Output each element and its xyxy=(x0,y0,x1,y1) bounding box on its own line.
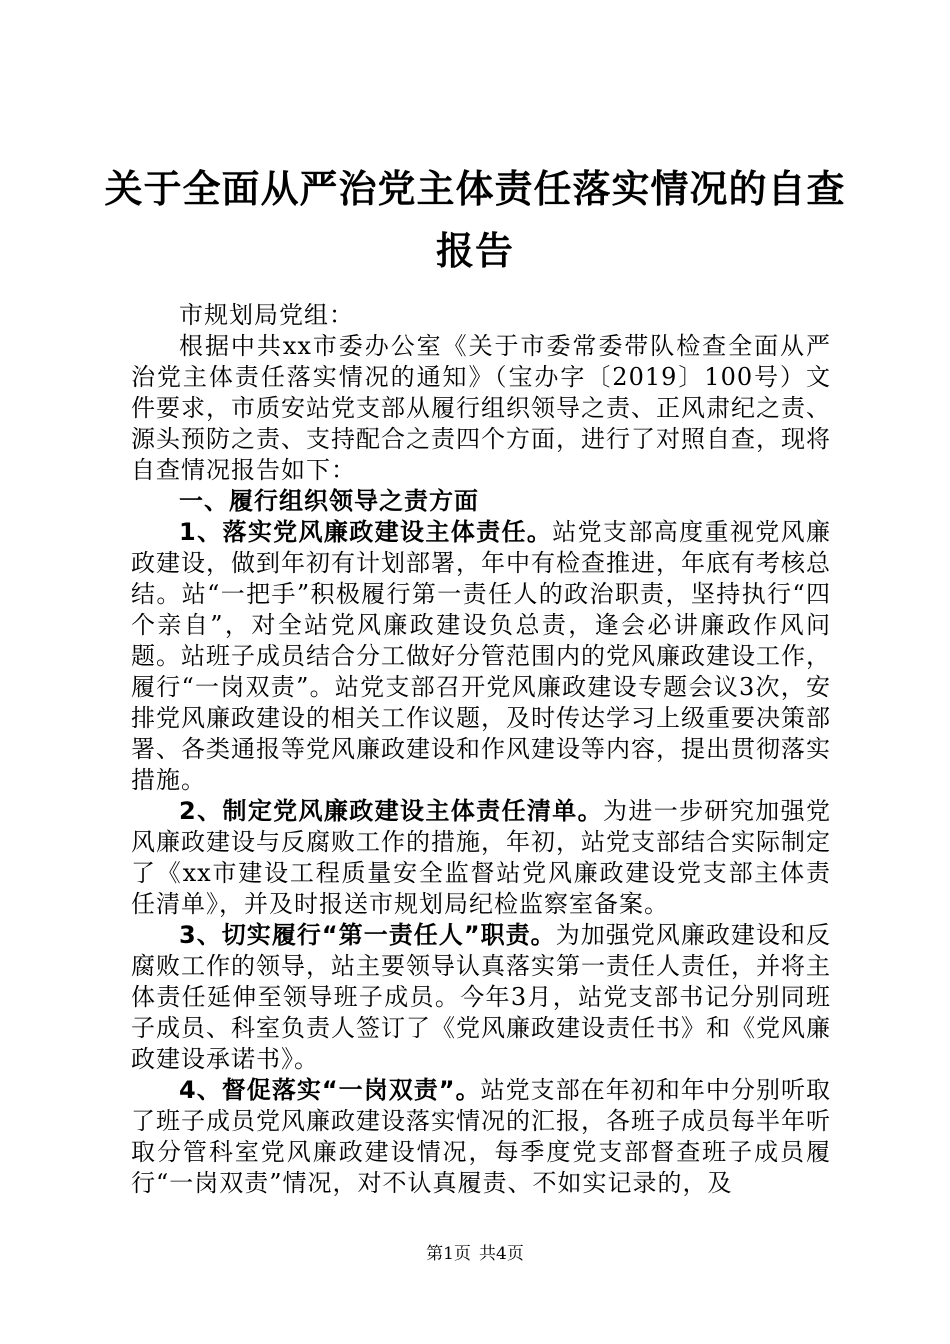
item-lead: 4、督促落实“一岗双责”。 xyxy=(179,1076,481,1104)
section-heading: 一、履行组织领导之责方面 xyxy=(179,487,479,515)
page-number: 第1页 xyxy=(426,1244,471,1264)
item-text: 为加强党风廉政建设和反腐败工作的领导，站主要领导认真落实第一责任人责任，并将主体责任延伸至领导班子成员。今年3月，站党支部书记分别同班子成员、科室负责人签订了《党风廉政建设责任书》和《党风廉政建设承诺书》。 xyxy=(131,921,832,1073)
item-paragraph-1 xyxy=(131,517,831,796)
page-footer xyxy=(0,1243,950,1265)
item-paragraph-2 xyxy=(131,796,831,920)
item-lead: 3、切实履行“第一责任人”职责。 xyxy=(179,921,556,949)
salutation: 市规划局党组： xyxy=(179,301,354,329)
item-paragraph-4 xyxy=(131,1075,831,1199)
item-text: 为进一步研究加强党风廉政建设与反腐败工作的措施，年初，站党支部结合实际制定了《xx市建设工程质量安全监督站党风廉政建设党支部主体责任清单》，并及时报送市规划局纪检监察室备案。 xyxy=(131,797,832,918)
item-text: 站党支部高度重视党风廉政建设，做到年初有计划部署，年中有检查推进，年底有考核总结。站“一把手”积极履行第一责任人的政治职责，坚持执行“四个亲自”，对全站党风廉政建设负总责，逢会必讲廉政作风问题。站班子成员结合分工做好分管范围内的党风廉政建设工作，履行“一岗双责”。站党支部召开党风廉政建设专题会议3次，安排党风廉政建设的相关工作议题，及时传达学习上级重要决策部署、各类通报等党风廉政建设和作风建设等内容，提出贯彻落实措施。 xyxy=(131,518,831,794)
item-lead: 2、制定党风廉政建设主体责任清单。 xyxy=(179,797,604,825)
item-text: 站党支部在年初和年中分别听取了班子成员党风廉政建设落实情况的汇报，各班子成员每半年听取分管科室党风廉政建设情况，每季度党支部督查班子成员履行“一岗双责”情况，对不认真履责、不如实记录的，及 xyxy=(131,1076,831,1197)
page-total: 共4页 xyxy=(479,1244,524,1264)
intro-paragraph: 根据中共xx市委办公室《关于市委常委带队检查全面从严治党主体责任落实情况的通知》（宝办字〔2019〕100号）文件要求，市质安站党支部从履行组织领导之责、正风肃纪之责、源头预防之责、支持配合之责四个方面，进行了对照自查，现将自查情况报告如下： xyxy=(131,332,831,484)
document-title: 关于全面从严治党主体责任落实情况的自查报告 xyxy=(104,167,846,273)
item-lead: 1、落实党风廉政建设主体责任。 xyxy=(179,518,553,546)
document-body xyxy=(131,300,831,1199)
item-paragraph-3 xyxy=(131,920,831,1075)
